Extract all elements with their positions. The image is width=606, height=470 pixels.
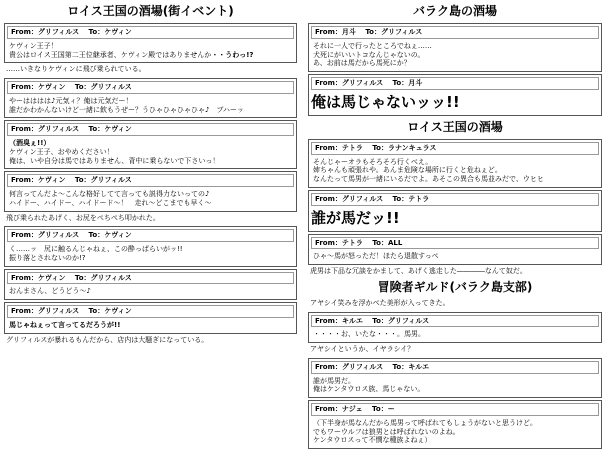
- dialogue-line: ケヴィン王子！: [9, 41, 58, 50]
- dialogue-line: ケヴィン王子、おやめください！: [9, 147, 114, 156]
- narration-text: 虎男は下品な冗談をかまして、あげく逃走した――――なんて奴だ。: [310, 267, 527, 275]
- dialogue-header: From：グリフィルス To：ケヴィン: [7, 26, 294, 39]
- section-title: ロイス王国の酒場: [407, 119, 503, 134]
- dialogue-line: 誰が馬男だ。: [313, 376, 355, 385]
- dialogue-line: ケンタウロスって不憫な種族よねぇ）: [313, 436, 432, 445]
- dialogue-box: [4, 269, 297, 301]
- dialogue-shout: 俺は馬じゃないッッ!!: [311, 92, 460, 111]
- dialogue-shout: 誰が馬だッ!!: [311, 208, 400, 227]
- dialogue-header: From：グリフィルス To：テトラ: [311, 193, 599, 206]
- dialogue-box: [308, 74, 602, 116]
- dialogue-header: From：グリフィルス To：ケヴィン: [7, 305, 294, 318]
- right-column: [308, 0, 602, 451]
- dialogue-line: ハイドー、ハイドー、ハイドード〜！ 走れ〜どこまでも早く〜: [9, 198, 212, 207]
- dialogue-body: [5, 96, 296, 118]
- dialogue-line: でもワーウルフは狼男とは呼ばれないのよね。: [313, 427, 460, 436]
- section-title: バラク島の酒場: [412, 4, 497, 18]
- dialogue-body: [5, 138, 296, 168]
- dialogue-box: [4, 226, 297, 266]
- dialogue-body: [309, 41, 601, 71]
- narration-text: アヤシイ笑みを浮かべた美形が入ってきた。: [310, 298, 450, 307]
- dialogue-line: 振り落とされないのか!?: [9, 253, 86, 262]
- dialogue-box: [4, 120, 297, 169]
- narration-text: グリフィルスが暴れるもんだから、店内は大騒ぎになっている。: [6, 335, 209, 344]
- dialogue-body: [309, 418, 601, 448]
- dialogue-line: 誰だかわかんないけど一緒に飲もうぜー？うひゃひゃひゃひゃ♪ ブハーッ: [9, 105, 244, 114]
- dialogue-box: [308, 23, 602, 72]
- dialogue-line: おんまさん、どうどう〜♪: [9, 287, 91, 296]
- dialogue-line: （酒臭ぇ!!）: [9, 139, 51, 147]
- dialogue-header: From：月斗 To：グリフィルス: [311, 26, 599, 39]
- dialogue-header: From：キルエ To：グリフィルス: [311, 315, 599, 328]
- narration-text: アヤシイというか、イヤラシイ？: [310, 345, 415, 353]
- dialogue-header: From：ケヴィン To：グリフィルス: [7, 81, 294, 94]
- dialogue-header: From：ケヴィン To：グリフィルス: [7, 174, 294, 187]
- dialogue-header: From：グリフィルス To：キルエ: [311, 361, 599, 374]
- narration-text: ……いきなりケヴィンに飛び乗られている。: [6, 65, 146, 74]
- dialogue-header: From：ナジェ To：ー: [311, 403, 599, 416]
- dialogue-box: [308, 190, 602, 232]
- dialogue-body: [5, 244, 296, 266]
- dialogue-body: [309, 251, 601, 264]
- dialogue-line: 姉ちゃんも頑張れや。あんま危険な場所に行くと危ねぇど。: [313, 166, 502, 175]
- dialogue-emphasis: ・・うわっ!?: [211, 50, 254, 59]
- dialogue-line: ・・・・お、いたな・・・。馬男。: [313, 330, 425, 339]
- dialogue-header: From：ケヴィン To：グリフィルス: [7, 272, 294, 285]
- dialogue-body: [5, 286, 296, 299]
- dialogue-line: 俺はケンタウロス族、馬じゃない。: [313, 385, 425, 394]
- dialogue-body: [309, 157, 601, 187]
- dialogue-box: [308, 139, 602, 188]
- dialogue-line: （下半身が馬なんだから馬男って呼ばれてもしょうがないと思うけど。: [313, 418, 537, 427]
- dialogue-line: 馬じゃねぇって言ってるだろうが!!: [9, 320, 121, 329]
- left-entries: [4, 23, 297, 344]
- dialogue-line: 俺は、いや自分は馬ではありません、背中に乗らないで下さいっ！: [9, 156, 220, 165]
- dialogue-header: From：グリフィルス To：ケヴィン: [7, 229, 294, 242]
- dialogue-body: [309, 376, 601, 398]
- dialogue-box: [4, 23, 297, 63]
- dialogue-line: あ、お前は馬だから馬死にか？: [313, 59, 411, 68]
- dialogue-body: [309, 329, 601, 342]
- dialogue-line: く……ッ 尻に触るんじゃねぇ、この酔っぱらいがッ!!: [9, 245, 183, 253]
- dialogue-header: From：グリフィルス To：ケヴィン: [7, 123, 294, 136]
- left-column: [4, 0, 297, 348]
- dialogue-box: [308, 400, 602, 449]
- dialogue-box: [4, 302, 297, 334]
- section-title-left: ロイス王国の酒場(街イベント): [67, 4, 234, 18]
- dialogue-box: [308, 358, 602, 398]
- dialogue-header: From：グリフィルス To：月斗: [311, 77, 599, 90]
- narration-text: 飛び乗られたあげく、お尻をぺちぺち叩かれた。: [6, 213, 160, 222]
- dialogue-line: そんじゃーオラもそろそろ行くべえ。: [313, 157, 433, 166]
- dialogue-line: なんたって馬男が一緒にいるだでよ。あそこの異合も馬並みだで、ウヒヒ: [313, 175, 544, 183]
- dialogue-header: From：テトラ To：ALL: [311, 237, 599, 250]
- dialogue-box: [4, 78, 297, 118]
- dialogue-line: 犬死にがいいトコなんじゃないの。: [313, 50, 425, 59]
- dialogue-body: [5, 41, 296, 63]
- dialogue-header: From：テトラ To：ラナンキュラス: [311, 142, 599, 155]
- dialogue-line: それに一人で行ったところでねぇ……: [313, 41, 432, 50]
- dialogue-body: [5, 320, 296, 333]
- dialogue-box: [308, 234, 602, 266]
- dialogue-box: [4, 171, 297, 211]
- section-title: 冒険者ギルド(バラク島支部): [377, 279, 533, 294]
- dialogue-box: [308, 312, 602, 344]
- dialogue-body: [5, 189, 296, 211]
- dialogue-line: やーはははは♪元気ィ？俺は元気だー！: [9, 96, 133, 105]
- dialogue-line: 貴公はロイス王国第二王位継承者、ケヴィン殿ではありませんか・・うわっ!?: [9, 50, 254, 59]
- dialogue-line: 何言ってんだよ〜こんな格好してて言っても説得力ないっての♪: [9, 190, 210, 198]
- right-sections: [308, 4, 602, 449]
- dialogue-line: ひゃ〜馬が怒っただ！ほたら退散すっぺ: [313, 252, 439, 261]
